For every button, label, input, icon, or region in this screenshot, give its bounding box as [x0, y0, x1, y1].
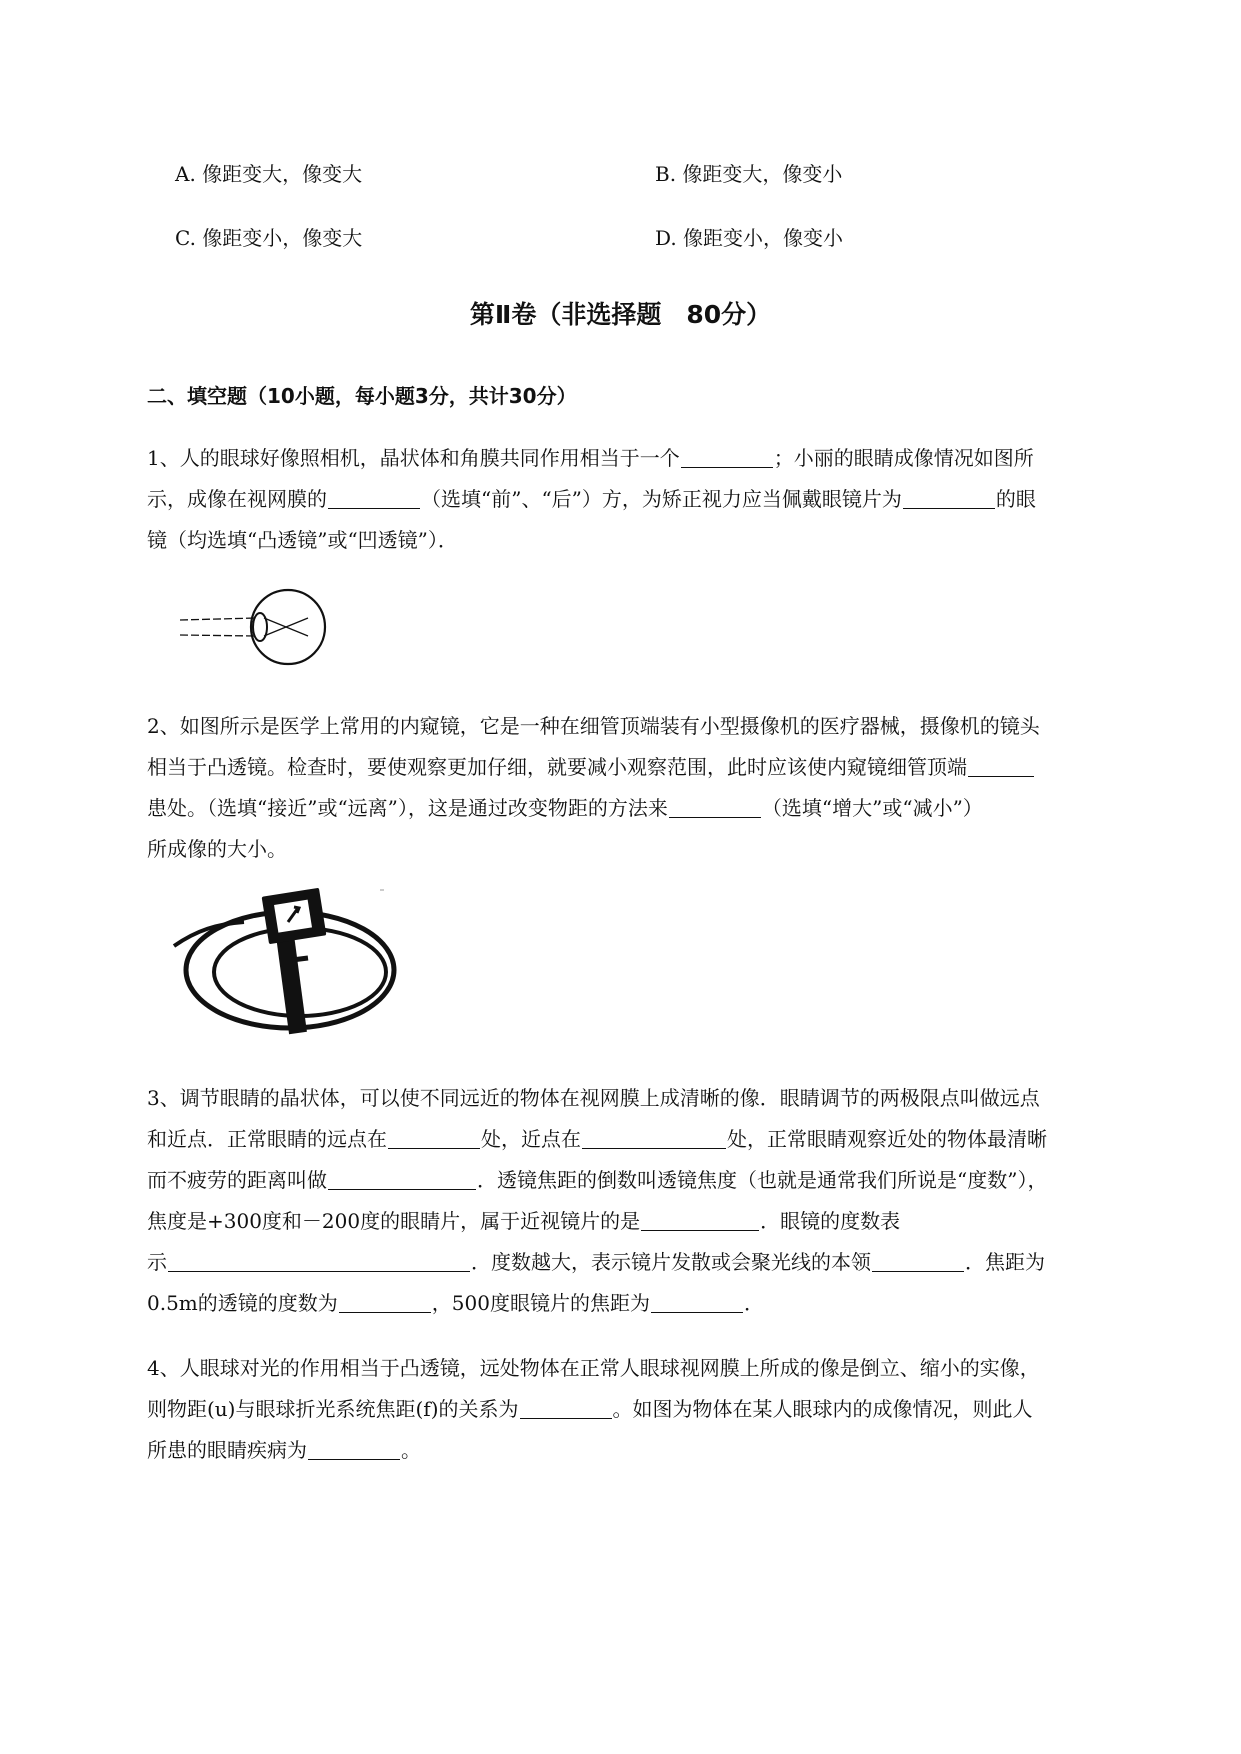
q3-line-6: 0.5m的透镜的度数为 ，500度眼镜片的焦距为 ．: [147, 1291, 764, 1315]
q1-line-1: 1、人的眼球好像照相机，晶状体和角膜共同作用相当于一个 ；小丽的眼睛成像情况如图所: [147, 446, 1034, 470]
answer-blank[interactable]: [328, 1169, 476, 1190]
q2-line-2: 相当于凸透镜。检查时，要使观察更加仔细，就要减小观察范围，此时应该使内窥镜细管顶端: [147, 751, 1035, 780]
q4-line-1: 4、人眼球对光的作用相当于凸透镜，远处物体在正常人眼球视网膜上所成的像是倒立、缩小的实像，: [147, 1356, 1040, 1380]
answer-blank[interactable]: [669, 797, 761, 818]
q2-line-3: 患处。（选填“接近”或“远离”），这是通过改变物距的方法来 （选填“增大”或“减小”）: [147, 796, 983, 820]
answer-blank[interactable]: [582, 1128, 726, 1149]
endoscope-figure: [172, 888, 402, 1038]
eye-diagram-figure: [178, 588, 330, 666]
q3-line-4: 焦度是+300度和－200度的眼睛片，属于近视镜片的是 ．眼镜的度数表: [147, 1209, 901, 1233]
q3-line-3: 而不疲劳的距离叫做 ．透镜焦距的倒数叫透镜焦度（也就是通常我们所说是“度数”），: [147, 1168, 1048, 1192]
answer-blank[interactable]: [681, 447, 773, 468]
q2-line-1: 2、如图所示是医学上常用的内窥镜，它是一种在细管顶端装有小型摄像机的医疗器械，摄像机的镜头: [147, 714, 1040, 738]
answer-blank[interactable]: [308, 1439, 400, 1460]
option-a: A. 像距变大，像变大: [175, 162, 363, 186]
answer-blank[interactable]: [651, 1292, 743, 1313]
q2-line-4: 所成像的大小。: [147, 837, 287, 861]
answer-blank[interactable]: [339, 1292, 431, 1313]
answer-blank[interactable]: [388, 1128, 480, 1149]
part-heading: 二、填空题（10小题，每小题3分，共计30分）: [147, 384, 577, 408]
option-c: C. 像距变小，像变大: [175, 226, 363, 250]
q4-line-2: 则物距(u)与眼球折光系统焦距(f)的关系为 。如图为物体在某人眼球内的成像情况，则此人: [147, 1397, 1033, 1421]
section-title: 第Ⅱ卷（非选择题 80分）: [469, 300, 772, 329]
option-b: B. 像距变大，像变小: [655, 162, 843, 186]
answer-blank[interactable]: [520, 1398, 612, 1419]
q3-line-2: 和近点．正常眼睛的远点在 处，近点在 处，正常眼睛观察近处的物体最清晰: [147, 1127, 1047, 1151]
q4-line-3: 所患的眼睛疾病为 。: [147, 1438, 421, 1462]
q1-line-3: 镜（均选填“凸透镜”或“凹透镜”）．: [147, 528, 458, 552]
answer-blank[interactable]: [328, 488, 420, 509]
q3-line-5: 示 ．度数越大，表示镜片发散或会聚光线的本领 ．焦距为: [147, 1250, 1045, 1274]
answer-blank[interactable]: [641, 1210, 759, 1231]
q1-line-2: 示，成像在视网膜的 （选填“前”、“后”）方，为矫正视力应当佩戴眼镜片为 的眼: [147, 487, 1036, 511]
answer-blank[interactable]: [872, 1251, 964, 1272]
answer-blank[interactable]: [968, 756, 1034, 777]
answer-blank[interactable]: [168, 1251, 470, 1272]
q3-line-1: 3、调节眼睛的晶状体，可以使不同远近的物体在视网膜上成清晰的像．眼睛调节的两极限点叫做远点: [147, 1086, 1040, 1110]
answer-blank[interactable]: [903, 488, 995, 509]
option-d: D. 像距变小，像变小: [655, 226, 844, 250]
